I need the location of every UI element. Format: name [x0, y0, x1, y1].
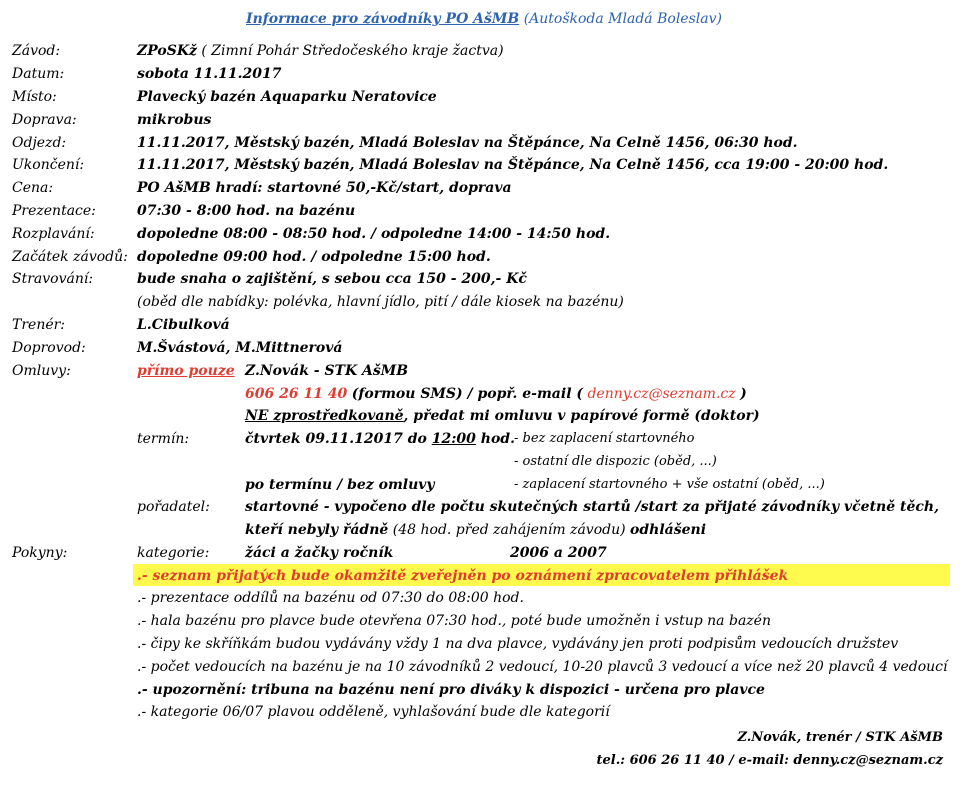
- label-datum: Datum:: [12, 66, 65, 82]
- kategorie-label: kategorie:: [137, 545, 210, 561]
- label-doprava: Doprava:: [12, 112, 77, 128]
- pokyny-item-3: .- čipy ke skříňkám budou vydávány vždy 1 na dva plavce, vydávány jen proti podpisům vedoucích družstev: [137, 636, 899, 652]
- omluvy-phone-line: [245, 385, 747, 403]
- document-title: [0, 10, 968, 28]
- pokyny-item-6: .- kategorie 06/07 plavou odděleně, vyhlašování bude dle kategorií: [137, 704, 610, 720]
- omluvy-phone: 606 26 11 40: [245, 386, 348, 402]
- pokyny-item-4: .- počet vedoucích na bazénu je na 10 závodníků 2 vedoucí, 10-20 plavců 3 vedoucí a více než 20 plavců 4 vedoucí: [137, 659, 948, 675]
- label-prezentace: Prezentace:: [12, 203, 96, 219]
- value-stravovani: bude snaha o zajištění, s sebou cca 150 - 200,- Kč: [137, 271, 527, 287]
- label-odjezd: Odjezd:: [12, 135, 67, 151]
- kategorie-value: žáci a žačky ročník: [245, 545, 394, 561]
- value-doprava: mikrobus: [137, 112, 212, 128]
- footer-signature: Z.Novák, trenér / STK AšMB: [737, 730, 943, 745]
- value-zacatek: dopoledne 09:00 hod. / odpoledne 15:00 hod.: [137, 249, 491, 265]
- omluvy-primo: přímo pouze: [137, 363, 235, 379]
- footer-contact: tel.: 606 26 11 40 / e-mail: denny.cz@seznam.cz: [596, 753, 943, 768]
- pokyny-highlight-text: .- seznam přijatých bude okamžitě zveřejněn po oznámení zpracovatelem přihlášek: [137, 568, 789, 584]
- omluvy-ne-rest: , předat mi omluvu v papírové formě (doktor): [403, 408, 760, 424]
- label-omluvy: Omluvy:: [12, 363, 71, 379]
- stravovani-note: (oběd dle nabídky: polévka, hlavní jídlo, pití / dále kiosek na bazénu): [137, 294, 624, 310]
- termin-bullet-1: - bez zaplacení startovného: [514, 431, 695, 446]
- kategorie-years: 2006 a 2007: [510, 545, 607, 561]
- termin-label: termín:: [137, 431, 190, 447]
- omluvy-phone-note: (formou SMS) / popř. e-mail (: [351, 386, 584, 402]
- omluvy-email-close: ): [740, 386, 747, 402]
- termin-hod: hod.: [480, 431, 515, 447]
- value-misto: Plavecký bazén Aquaparku Neratovice: [137, 89, 437, 105]
- termin-date: čtvrtek 09.11.12017 do: [245, 431, 427, 447]
- omluvy-contact: Z.Novák - STK AšMB: [245, 363, 409, 379]
- pokyny-item-5: .- upozornění: tribuna na bazénu není pro diváky k dispozici - určena pro plavce: [137, 682, 765, 698]
- label-misto: Místo:: [12, 89, 57, 105]
- label-zacatek: Začátek závodů:: [12, 249, 128, 265]
- title-main: Informace pro závodníky PO AšMB: [246, 11, 520, 27]
- termin-time: 12:00: [431, 431, 476, 447]
- value-odjezd: 11.11.2017, Městský bazén, Mladá Boleslav na Štěpánce, Na Celně 1456, 06:30 hod.: [137, 135, 798, 151]
- poradatel-line-2c: odhlášeni: [630, 522, 707, 538]
- label-pokyny: Pokyny:: [12, 545, 68, 561]
- value-datum: sobota 11.11.2017: [137, 66, 282, 82]
- value-rozplavani: dopoledne 08:00 - 08:50 hod. / odpoledne 14:00 - 14:50 hod.: [137, 226, 611, 242]
- omluvy-ne-zprost: NE zprostředkovaně: [245, 408, 404, 424]
- label-zavod: Závod:: [12, 43, 61, 59]
- value-zavod: [137, 42, 504, 60]
- zavod-name: ZPoSKž: [137, 43, 197, 59]
- value-prezentace: 07:30 - 8:00 hod. na bazénu: [137, 203, 356, 219]
- zavod-desc: ( Zimní Pohár Středočeského kraje žactva): [201, 43, 504, 59]
- termin-bullet-2: - ostatní dle dispozic (oběd, ...): [514, 454, 717, 469]
- title-subtitle: (Autoškoda Mladá Boleslav): [523, 11, 722, 27]
- termin-bullet-3: - zaplacení startovného + vše ostatní (oběd, ...): [514, 477, 825, 492]
- omluvy-email[interactable]: denny.cz@seznam.cz: [587, 386, 736, 402]
- label-ukonceni: Ukončení:: [12, 157, 85, 173]
- label-trener: Trenér:: [12, 317, 66, 333]
- po-terminu: po termínu / bez omluvy: [245, 477, 435, 493]
- omluvy-ne-line: [245, 407, 760, 425]
- value-doprovod: M.Švástová, M.Mittnerová: [137, 340, 343, 356]
- pokyny-item-2: .- hala bazénu pro plavce bude otevřena 07:30 hod., poté bude umožněn i vstup na bazén: [137, 613, 771, 629]
- value-trener: L.Cibulková: [137, 317, 230, 333]
- label-doprovod: Doprovod:: [12, 340, 86, 356]
- value-cena: PO AšMB hradí: startovné 50,-Kč/start, doprava: [137, 180, 512, 196]
- poradatel-line-1: startovné - vypočeno dle počtu skutečných startů /start za přijaté závodníky včetně těch,: [245, 499, 939, 515]
- poradatel-label: pořadatel:: [137, 499, 210, 515]
- pokyny-item-1: .- prezentace oddílů na bazénu od 07:30 do 08:00 hod.: [137, 590, 524, 606]
- poradatel-line-2a: kteří nebyly řádně: [245, 522, 389, 538]
- value-ukonceni: 11.11.2017, Městský bazén, Mladá Boleslav na Štěpánce, Na Celně 1456, cca 19:00 - 20:00 hod.: [137, 157, 889, 173]
- poradatel-line-2: [245, 521, 706, 539]
- label-rozplavani: Rozplavání:: [12, 226, 95, 242]
- poradatel-line-2b: (48 hod. před zahájením závodu): [392, 522, 626, 538]
- label-stravovani: Stravování:: [12, 271, 94, 287]
- termin-line: [245, 430, 515, 448]
- label-cena: Cena:: [12, 180, 54, 196]
